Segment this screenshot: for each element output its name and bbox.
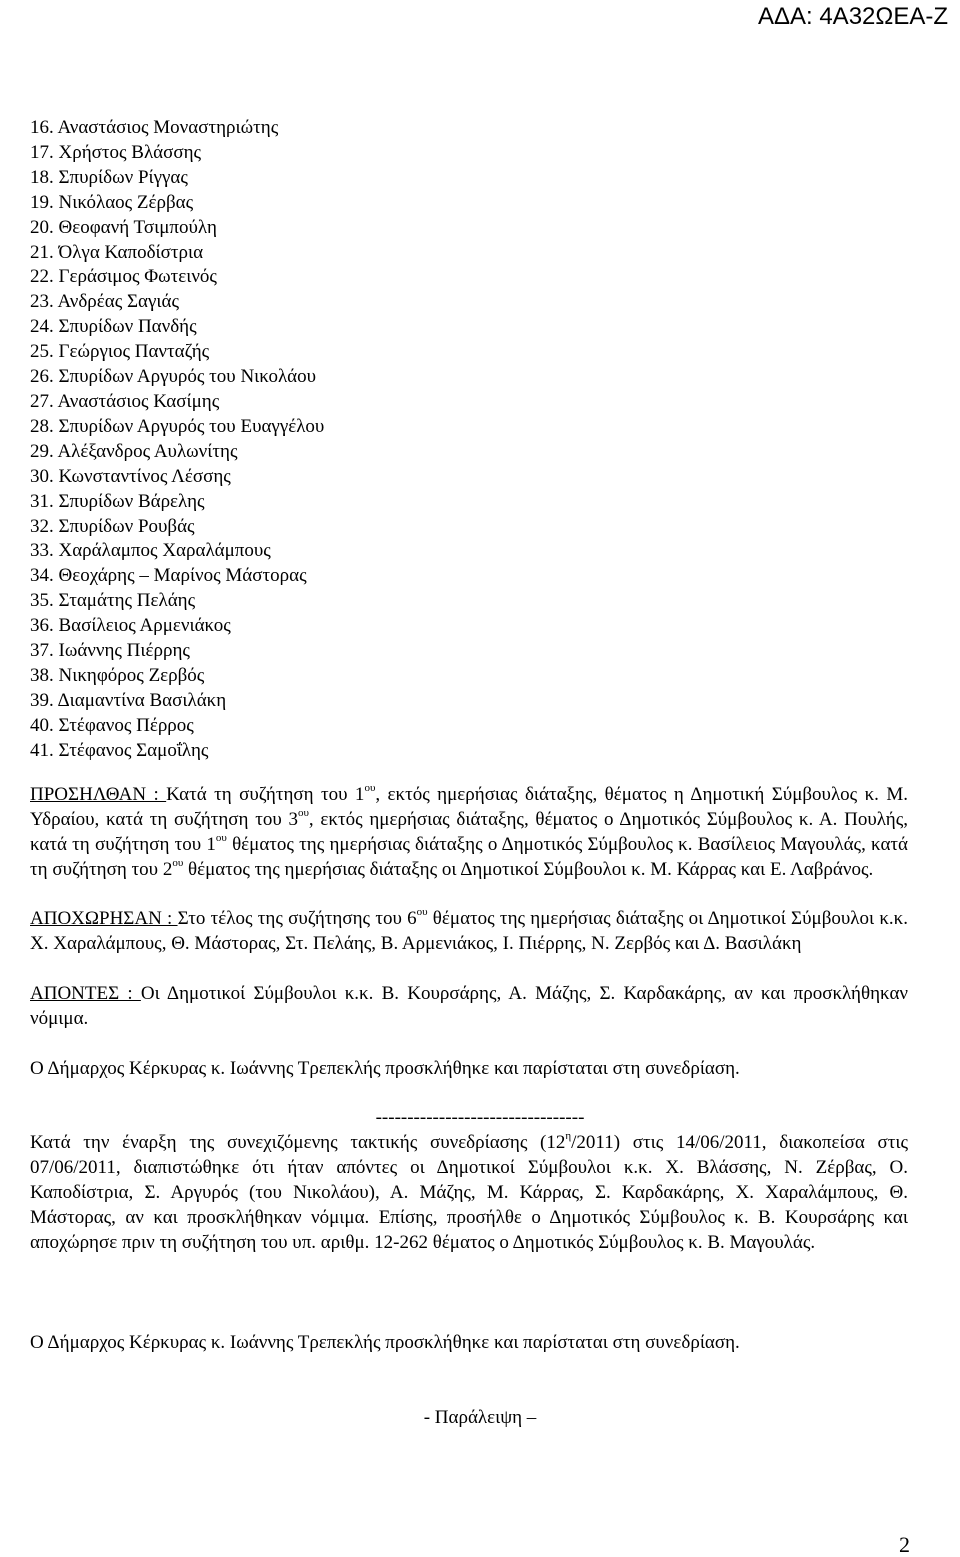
withdrew-label: ΑΠΟΧΩΡΗΣΑΝ : bbox=[30, 908, 178, 929]
ada-code: ΑΔΑ: 4Α32ΩΕΑ-Ζ bbox=[757, 3, 948, 30]
member-item: 32. Σπυρίδων Ρουβάς bbox=[30, 515, 195, 537]
member-item: 24. Σπυρίδων Πανδής bbox=[30, 316, 197, 338]
member-item: 36. Βασίλειος Αρμενιάκος bbox=[30, 615, 231, 637]
withdrew-paragraph: ΑΠΟΧΩΡΗΣΑΝ : Στο τέλος της συζήτησης του $6^{o\upsilon}$ θέματος της ημερήσιας διάταξης οι Δημοτικοί Σύμβουλοι κ.κ. Χ. Χαραλάμπους, Θ. Μάστορας, Στ. Πελάης, Β. Αρμενιάκος, Ι. Πιέρρης, Ν. Ζερβός και Δ. Βασιλάκη bbox=[30, 906, 908, 954]
opening-paragraph: Κατά την έναρξη της συνεχιζόμενης τακτικής συνεδρίασης $(12^\eta/2011)$ στις 14/06/2011, διακοπείσα στις 07/06/2011, διαπιστώθηκε ότι ήταν απόντες οι Δημοτικοί Σύμβουλοι κ.κ. Χ. Βλάσσης, Ν. Ζέρβας, Ο. Καποδίστρια, Σ. Αργυρός (του Νικολάου), Α. Μάζης, Μ. Κάρρας, Σ. Καρδακάρης, Χ. Χαραλάμπους, Θ. Μάστορας, αν και προσκλήθηκαν νόμιμα. Επίσης, προσήλθε ο Δημοτικός Σύμβουλος κ. Β. Κουρσάρης και αποχώρησε πριν τη συζήτηση του υπ. αριθμ. 12-262 θέματος ο Δημοτικός Σύμβουλος κ. Β. Μαγουλάς. bbox=[30, 1130, 908, 1253]
member-item: 31. Σπυρίδων Βάρελης bbox=[30, 490, 205, 512]
member-item: 19. Νικόλαος Ζέρβας bbox=[30, 191, 194, 213]
member-item: 17. Χρήστος Βλάσσης bbox=[30, 141, 202, 163]
page-number: 2 bbox=[899, 1532, 910, 1557]
members-list bbox=[30, 116, 324, 764]
member-item: 26. Σπυρίδων Αργυρός του Νικολάου bbox=[30, 366, 317, 388]
member-item: 21. Όλγα Καποδίστρια bbox=[30, 241, 204, 263]
member-item: 30. Κωνσταντίνος Λέσσης bbox=[30, 465, 231, 487]
member-item: 18. Σπυρίδων Ρίγγας bbox=[30, 166, 188, 188]
member-item: 20. Θεοφανή Τσιμπούλη bbox=[30, 216, 217, 238]
member-item: 27. Αναστάσιος Κασίμης bbox=[30, 390, 220, 412]
member-item: 16. Αναστάσιος Μοναστηριώτης bbox=[30, 117, 279, 138]
absent-paragraph: ΑΠΟΝΤΕΣ : Οι Δημοτικοί Σύμβουλοι κ.κ. Β. Κουρσάρης, Α. Μάζης, Σ. Καρδακάρης, αν και προσκλήθηκαν νόμιμα. bbox=[30, 983, 908, 1029]
absent-label: ΑΠΟΝΤΕΣ : bbox=[30, 983, 141, 1004]
mayor-note-1: Ο Δήμαρχος Κέρκυρας κ. Ιωάννης Τρεπεκλής προσκλήθηκε και παρίσταται στη συνεδρίαση. bbox=[30, 1058, 740, 1079]
member-item: 38. Νικηφόρος Ζερβός bbox=[30, 664, 205, 686]
member-item: 23. Ανδρέας Σαγιάς bbox=[30, 291, 179, 313]
member-item: 29. Αλέξανδρος Αυλωνίτης bbox=[30, 440, 238, 462]
member-item: 41. Στέφανος Σαμοΐλης bbox=[30, 739, 209, 761]
member-item: 25. Γεώργιος Πανταζής bbox=[30, 341, 210, 363]
continuation-marker: - Παράλειψη – bbox=[423, 1407, 537, 1428]
member-item: 40. Στέφανος Πέρρος bbox=[30, 714, 194, 736]
separator-line: --------------------------------- bbox=[375, 1107, 585, 1128]
member-item: 35. Σταμάτης Πελάης bbox=[30, 590, 196, 612]
member-item: 37. Ιωάννης Πιέρρης bbox=[30, 640, 190, 662]
member-item: 22. Γεράσιμος Φωτεινός bbox=[30, 266, 217, 288]
member-item: 34. Θεοχάρης – Μαρίνος Μάστορας bbox=[30, 565, 307, 587]
mayor-note-2: Ο Δήμαρχος Κέρκυρας κ. Ιωάννης Τρεπεκλής προσκλήθηκε και παρίσταται στη συνεδρίαση. bbox=[30, 1332, 740, 1353]
arrived-paragraph: ΠΡΟΣΗΛΘΑΝ : Κατά τη συζήτηση του $1^{o\upsilon}$, εκτός ημερήσιας διάταξης, θέματος η Δημοτική Σύμβουλος κ. Μ. Υδραίου, κατά τη συζήτηση του $3^{o\upsilon}$, εκτός ημερήσιας διάταξης, θέματος ο Δημοτικός Σύμβουλος κ. Α. Πουλής, κατά τη συζήτηση του $1^{o\upsilon}$ θέματος της ημερήσιας διάταξης ο Δημοτικός Σύμβουλος κ. Βασίλειος Μαγουλάς, κατά τη συζήτηση του $2^{o\upsilon}$ θέματος της ημερήσιας διάταξης οι Δημοτικοί Σύμβουλοι κ. Μ. Κάρρας και Ε. Λαβράνος. bbox=[30, 782, 908, 880]
member-item: 28. Σπυρίδων Αργυρός του Ευαγγέλου bbox=[30, 415, 325, 437]
member-item: 39. Διαμαντίνα Βασιλάκη bbox=[30, 689, 227, 711]
arrived-label: ΠΡΟΣΗΛΘΑΝ : bbox=[30, 784, 167, 805]
member-item: 33. Χαράλαμπος Χαραλάμπους bbox=[30, 540, 271, 562]
